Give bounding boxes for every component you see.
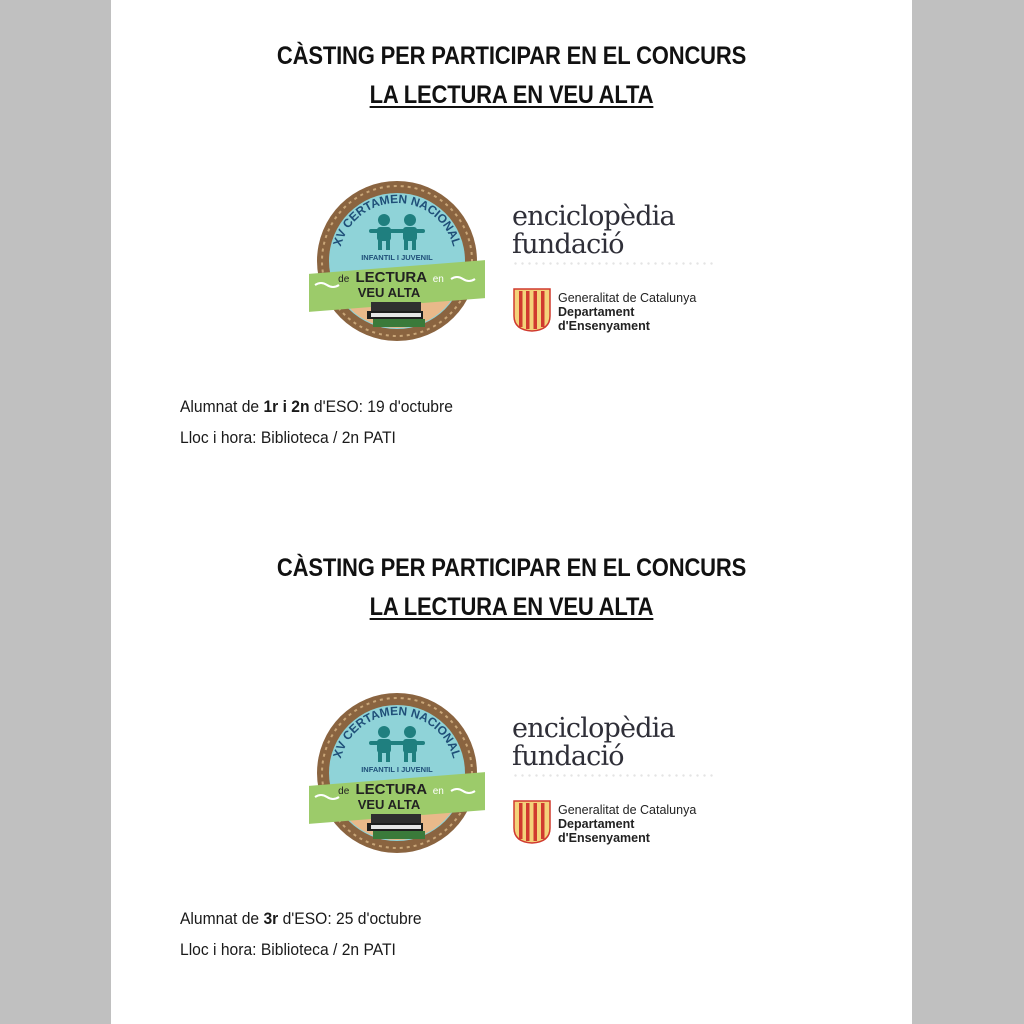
badge-sub-text: INFANTIL I JUVENIL <box>361 765 433 774</box>
badge-arc-text: XV CERTAMEN NACIONAL <box>330 703 464 760</box>
ribbon-line2: VEU ALTA <box>357 797 421 812</box>
notice-subtitle: LA LECTURA EN VEU ALTA <box>369 81 654 109</box>
place-time-line: Lloc i hora: Biblioteca / 2n PATI <box>180 940 396 959</box>
notice-subtitle: LA LECTURA EN VEU ALTA <box>369 593 654 621</box>
generalitat-senyera-icon <box>513 800 551 844</box>
fundacio-brand: fundació <box>512 741 624 772</box>
enciclopedia-brand: enciclopèdia <box>512 713 675 744</box>
badge-sub-text: INFANTIL I JUVENIL <box>361 253 433 262</box>
brand-divider <box>512 774 716 777</box>
students-line: Alumnat de 3r d'ESO: 25 d'octubre <box>180 909 422 928</box>
notice-title: CÀSTING PER PARTICIPAR EN EL CONCURS <box>276 42 747 70</box>
ribbon-main: LECTURA <box>355 269 427 286</box>
students-line: Alumnat de 1r i 2n d'ESO: 19 d'octubre <box>180 397 453 416</box>
casting-notice-1 <box>111 0 912 512</box>
generalitat-senyera-icon <box>513 288 551 332</box>
ribbon-post: en <box>432 786 444 797</box>
ribbon-pre: de <box>338 274 350 285</box>
ribbon-main: LECTURA <box>355 781 427 798</box>
notice-title: CÀSTING PER PARTICIPAR EN EL CONCURS <box>276 554 747 582</box>
ribbon-post: en <box>432 274 444 285</box>
books-icon <box>367 814 425 839</box>
departament-label: Departament <box>558 305 635 319</box>
generalitat-name: Generalitat de Catalunya <box>558 291 697 305</box>
ensenyament-label: d'Ensenyament <box>558 831 650 845</box>
enciclopedia-brand: enciclopèdia <box>512 201 675 232</box>
document-page <box>111 0 912 1024</box>
place-time-line: Lloc i hora: Biblioteca / 2n PATI <box>180 428 396 447</box>
brand-divider <box>512 262 716 265</box>
ensenyament-label: d'Ensenyament <box>558 319 650 333</box>
ribbon-pre: de <box>338 786 350 797</box>
badge-arc-text: XV CERTAMEN NACIONAL <box>330 191 464 248</box>
casting-notice-2 <box>111 512 912 1024</box>
departament-label: Departament <box>558 817 635 831</box>
books-icon <box>367 302 425 327</box>
ribbon-line2: VEU ALTA <box>357 285 421 300</box>
generalitat-name: Generalitat de Catalunya <box>558 803 697 817</box>
fundacio-brand: fundació <box>512 229 624 260</box>
certamen-badge-logo <box>309 178 485 344</box>
certamen-badge-logo <box>309 690 485 856</box>
